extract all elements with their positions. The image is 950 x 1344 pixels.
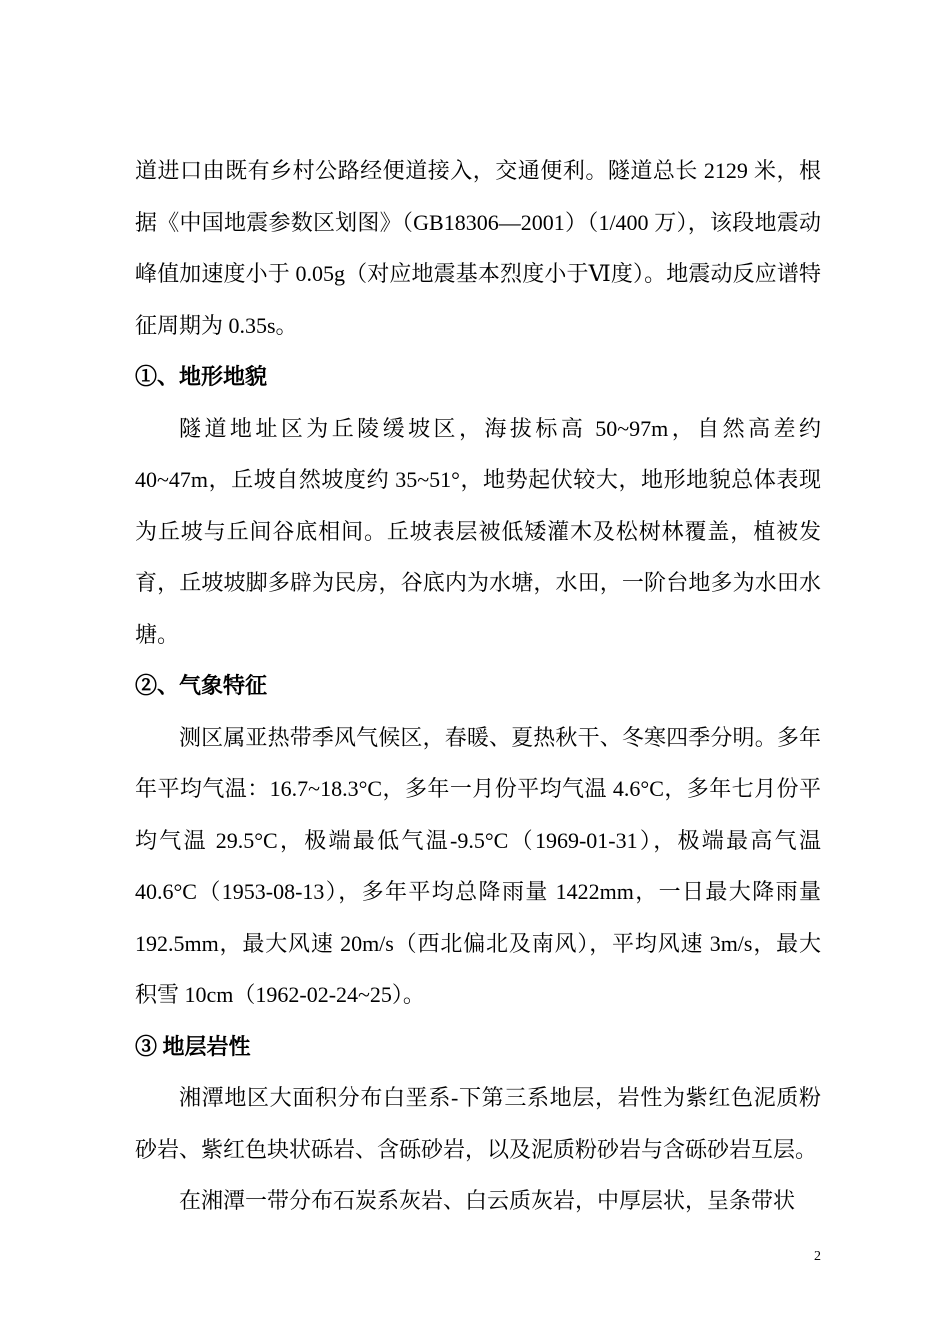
- heading-strata: ③ 地层岩性: [135, 1033, 251, 1059]
- page-number: 2: [814, 1249, 821, 1264]
- paragraph-tunnel-overview: 道进口由既有乡村公路经便道接入，交通便利。隧道总长 2129 米，根据《中国地震参数区划图》（GB18306—2001）（1/400 万），该段地震动峰值加速度小于 0.05g（对应地震基本烈度小于Ⅵ度）。地震动反应谱特征周期为 0.35s。: [135, 158, 821, 338]
- paragraph-strata-2: 在湘潭一带分布石炭系灰岩、白云质灰岩，中厚层状，呈条带状: [179, 1188, 796, 1213]
- document-body: [135, 145, 821, 1227]
- paragraph-terrain: 隧道地址区为丘陵缓坡区，海拔标高 50~97m，自然高差约 40~47m，丘坡自然坡度约 35~51°，地势起伏较大，地形地貌总体表现为丘坡与丘间谷底相间。丘坡表层被低矮灌木及松树林覆盖，植被发育，丘坡坡脚多辟为民房，谷底内为水塘，水田，一阶台地多为水田水塘。: [135, 415, 821, 647]
- paragraph-climate: 测区属亚热带季风气候区，春暖、夏热秋干、冬寒四季分明。多年年平均气温：16.7~18.3°C，多年一月份平均气温 4.6°C，多年七月份平均气温 29.5°C，极端最低气温-9.5°C（1969-01-31），极端最高气温 40.6°C（1953-08-13），多年平均总降雨量 1422mm，一日最大降雨量 192.5mm，最大风速 20m/s（西北偏北及南风），平均风速 3m/s，最大积雪 10cm（1962-02-24~25）。: [135, 724, 821, 1007]
- heading-climate: ②、气象特征: [135, 673, 268, 698]
- heading-terrain: ①、地形地貌: [135, 364, 268, 389]
- paragraph-strata-1: 湘潭地区大面积分布白垩系-下第三系地层，岩性为紫红色泥质粉砂岩、紫红色块状砾岩、含砾砂岩，以及泥质粉砂岩与含砾砂岩互层。: [135, 1085, 821, 1162]
